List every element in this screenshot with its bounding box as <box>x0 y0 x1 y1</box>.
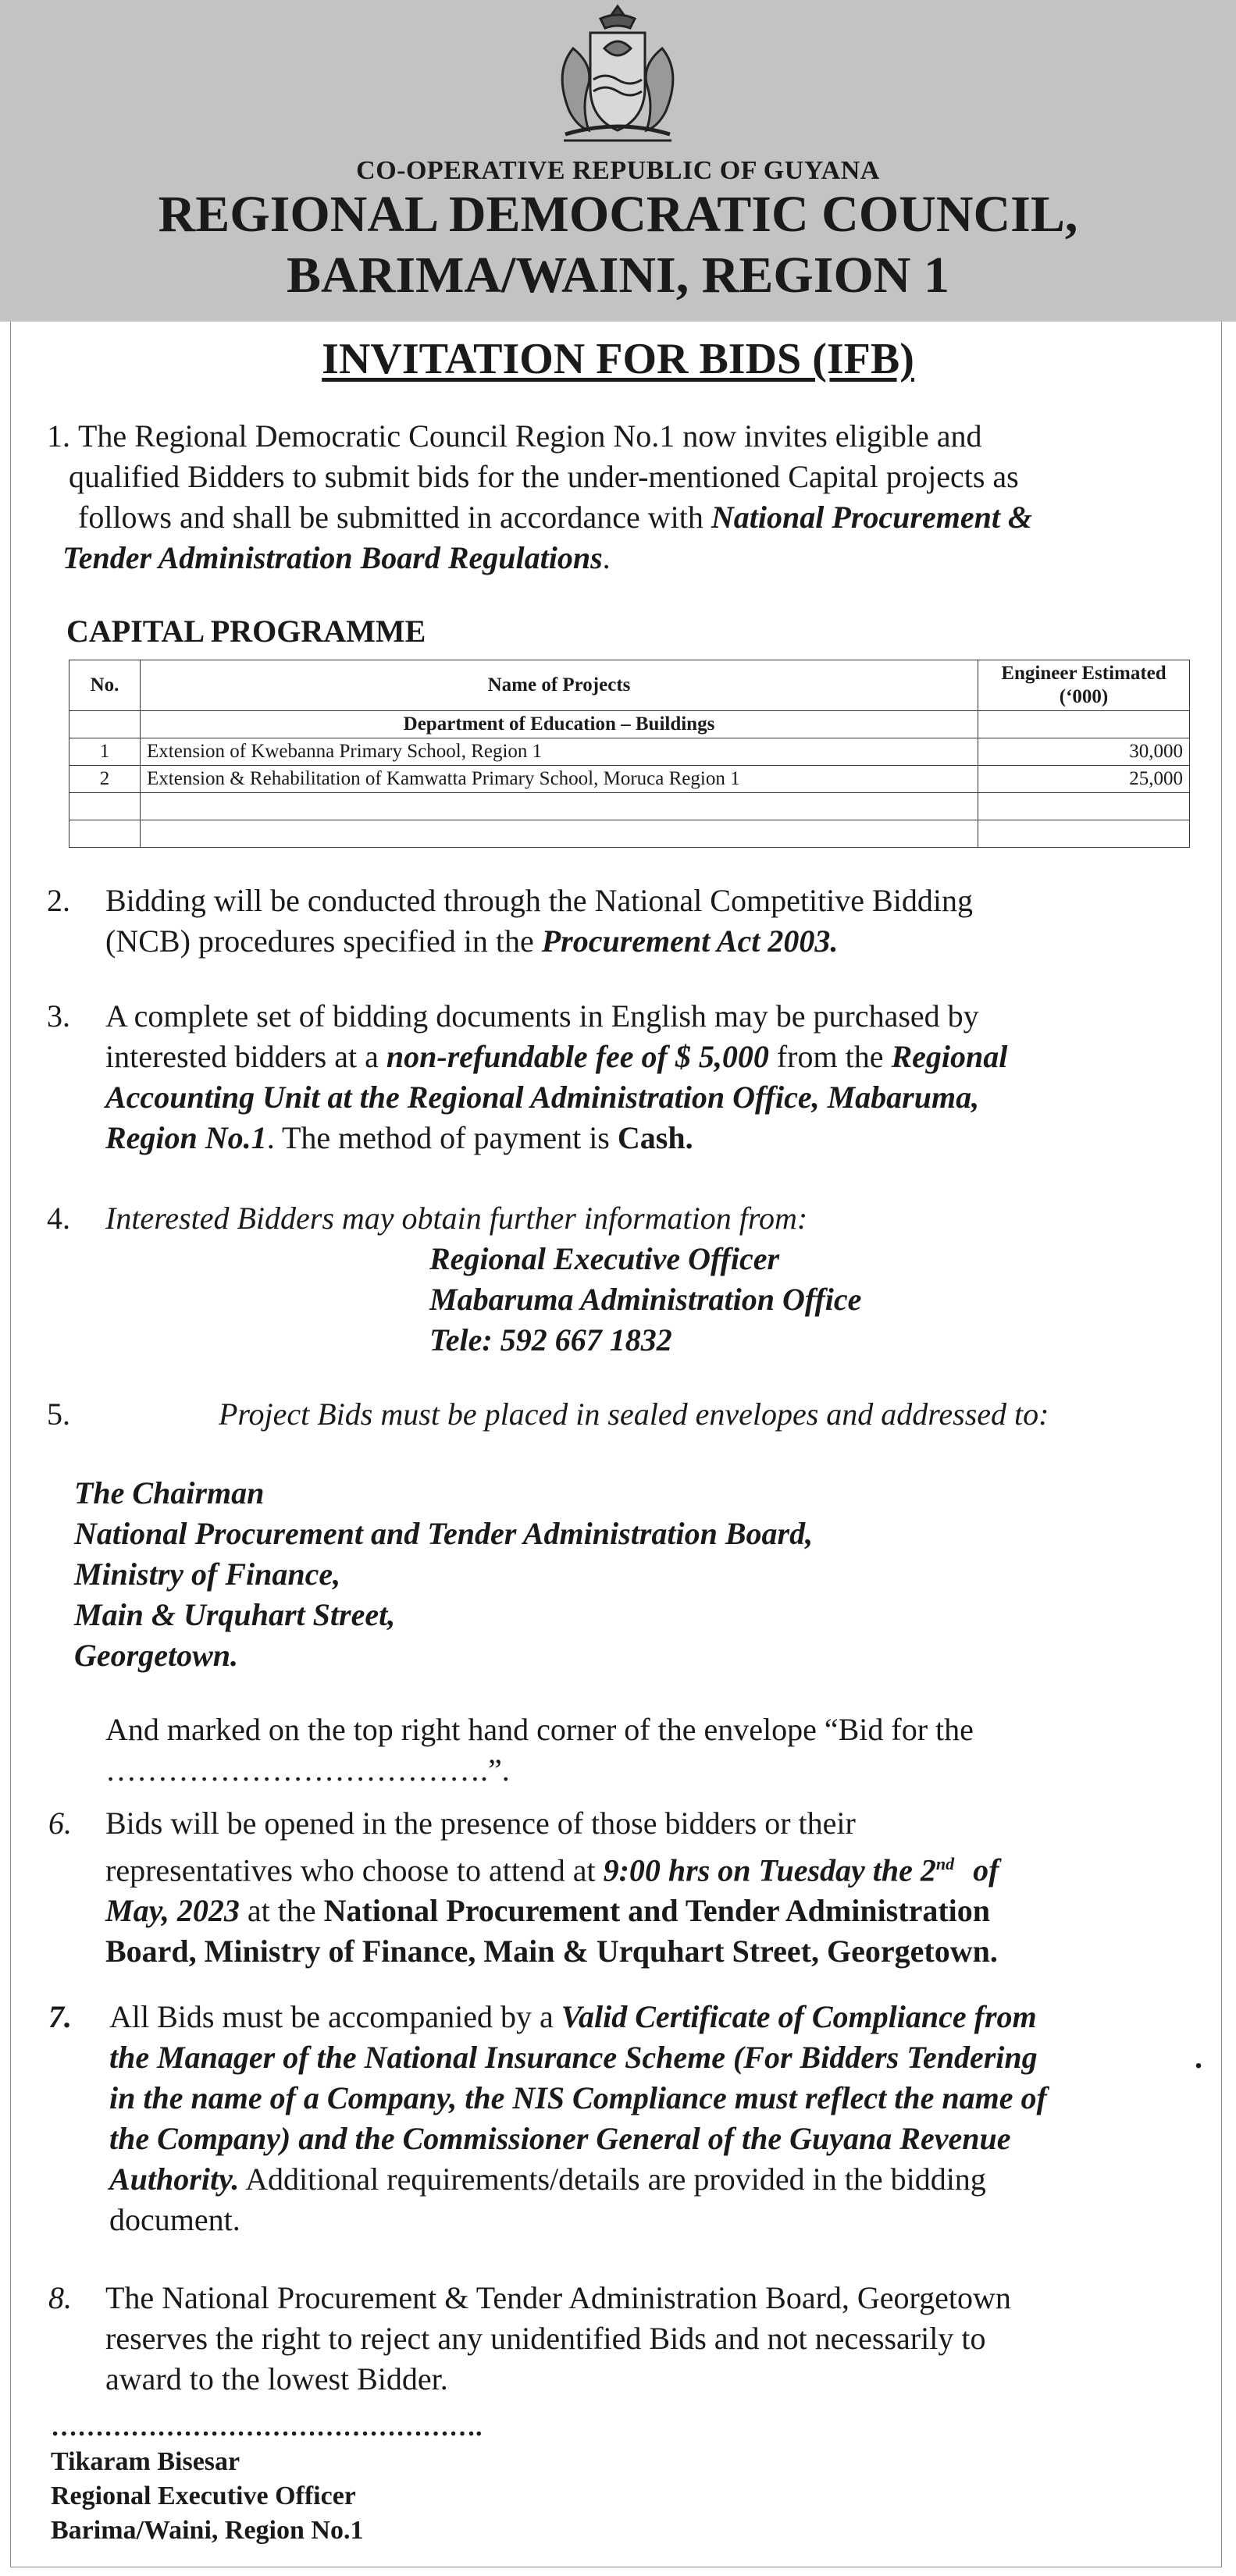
signatory-region: Barima/Waini, Region No.1 <box>51 2516 364 2545</box>
payment-method: Cash. <box>617 1120 693 1155</box>
compliance-line-3: in the name of a Company, the NIS Compliance must reflect the name of <box>109 2080 1047 2115</box>
para-2 <box>105 881 1199 962</box>
country-name: CO-OPERATIVE REPUBLIC OF GUYANA <box>356 156 880 185</box>
para-4-line-1: Interested Bidders may obtain further information from: <box>105 1201 808 1236</box>
para-6-number: 6. <box>48 1806 72 1841</box>
table-empty-row <box>69 820 1190 848</box>
para-7-line-6: document. <box>109 2202 240 2237</box>
address-line-2: National Procurement and Tender Administration Board, <box>74 1516 814 1551</box>
para-8-line-1: The National Procurement & Tender Administration Board, Georgetown <box>105 2280 1011 2315</box>
para-1 <box>62 416 1202 578</box>
para-1-line-2: qualified Bidders to submit bids for the under-mentioned Capital projects as <box>69 459 1019 494</box>
envelope-marking <box>105 1710 1199 1791</box>
para-6 <box>105 1803 1199 1972</box>
para-1-number: 1. <box>47 418 70 454</box>
accounting-unit-ref: Regional <box>891 1039 1008 1074</box>
para-1-line-3: follows and shall be submitted in accordance with <box>78 500 711 535</box>
compliance-requirement: Valid Certificate of Compliance from <box>561 1999 1037 2034</box>
row-no: 1 <box>69 738 141 766</box>
para-6-text: representatives who choose to attend at <box>105 1852 604 1888</box>
ordinal-suffix: nd <box>935 1854 955 1873</box>
row-estimate: 25,000 <box>978 766 1190 793</box>
department-label: Department of Education – Buildings <box>141 711 978 738</box>
bid-address <box>74 1473 813 1676</box>
para-5-number: 5. <box>47 1397 70 1432</box>
para-1-end: . <box>602 540 611 575</box>
para-2-line-1: Bidding will be conducted through the National Competitive Bidding <box>105 883 973 918</box>
compliance-line-4: the Company) and the Commissioner General of the Guyana Revenue <box>109 2121 1011 2156</box>
header-estimate: Engineer Estimated (‘000) <box>978 660 1190 711</box>
capital-programme-heading: CAPITAL PROGRAMME <box>66 614 426 649</box>
address-line-1: The Chairman <box>74 1475 265 1510</box>
signature-block <box>51 2411 483 2548</box>
council-name <box>0 184 1236 306</box>
ntab-regulations-ref-1: National Procurement & <box>711 500 1033 535</box>
procurement-act-ref: Procurement Act 2003. <box>541 923 839 959</box>
para-7-number: 7. <box>48 1999 72 2034</box>
para-5-line-1: Project Bids must be placed in sealed envelopes and addressed to: <box>219 1397 1049 1432</box>
para-6-line-1: Bids will be opened in the presence of those bidders or their <box>105 1806 856 1841</box>
para-3-number: 3. <box>47 998 70 1034</box>
para-7-text: All Bids must be accompanied by a <box>109 1999 561 2034</box>
header-no: No. <box>69 660 141 711</box>
signature-line: …………………………………………. <box>51 2413 483 2442</box>
table-row <box>69 738 1190 766</box>
row-estimate: 30,000 <box>978 738 1190 766</box>
address-line-5: Georgetown. <box>74 1638 238 1673</box>
row-no: 2 <box>69 766 141 793</box>
address-line-3: Ministry of Finance, <box>74 1557 341 1592</box>
ntab-regulations-ref-2: Tender Administration Board Regulations <box>62 540 603 575</box>
header-project-name: Name of Projects <box>141 660 978 711</box>
para-6-text: at the <box>239 1893 324 1929</box>
para-3-text: interested bidders at a <box>105 1039 386 1074</box>
table-header-row <box>69 660 1190 711</box>
para-3-text: . The method of payment is <box>266 1120 618 1155</box>
para-8 <box>105 2278 1199 2400</box>
bid-fee: non-refundable fee of $ 5,000 <box>386 1039 769 1074</box>
department-row <box>69 711 1190 738</box>
address-line-4: Main & Urquhart Street, <box>74 1597 396 1632</box>
compliance-line-2: the Manager of the National Insurance Scheme (For Bidders Tendering <box>109 2040 1038 2075</box>
guyana-coat-of-arms-icon <box>542 2 693 150</box>
opening-time: 9:00 hrs on Tuesday the 2 <box>603 1852 936 1888</box>
council-line-1: REGIONAL DEMOCRATIC COUNCIL, <box>158 186 1078 243</box>
para-3-line-1: A complete set of bidding documents in English may be purchased by <box>105 998 979 1034</box>
opening-of: of <box>973 1852 999 1888</box>
para-8-number: 8. <box>48 2280 72 2315</box>
para-4 <box>105 1198 1199 1361</box>
table-row <box>69 766 1190 793</box>
signatory-name: Tikaram Bisesar <box>51 2447 240 2476</box>
contact-title: Regional Executive Officer <box>429 1241 780 1276</box>
opening-venue-address: Board, Ministry of Finance, Main & Urquhart Street, Georgetown. <box>105 1934 998 1969</box>
para-2-number: 2. <box>47 883 70 918</box>
table-empty-row <box>69 793 1190 820</box>
envelope-marking-line-1: And marked on the top right hand corner of the envelope “Bid for the <box>105 1712 974 1747</box>
compliance-line-5: Authority. <box>109 2161 240 2197</box>
council-line-2: BARIMA/WAINI, REGION 1 <box>287 247 949 304</box>
para-3-text: from the <box>768 1039 892 1074</box>
opening-date: May, 2023 <box>105 1893 240 1929</box>
para-8-line-3: award to the lowest Bidder. <box>105 2361 448 2396</box>
para-4-number: 4. <box>47 1201 70 1236</box>
envelope-marking-line-2: ……………………………….”. <box>105 1752 510 1788</box>
row-project-name: Extension of Kwebanna Primary School, Region 1 <box>141 738 978 766</box>
para-7-text: Additional requirements/details are provided in the bidding <box>239 2161 986 2197</box>
opening-venue: National Procurement and Tender Administration <box>323 1893 990 1929</box>
header-band <box>0 0 1236 322</box>
para-1-line-1: The Regional Democratic Council Region No.1 now invites eligible and <box>78 418 982 454</box>
para-2-line-2: (NCB) procedures specified in the <box>105 923 542 959</box>
contact-phone: Tele: 592 667 1832 <box>429 1322 672 1357</box>
region-ref: Region No.1 <box>105 1120 267 1155</box>
accounting-unit-location: Accounting Unit at the Regional Administration Office, Mabaruma, <box>105 1080 980 1115</box>
para-7 <box>109 1997 1218 2240</box>
para-3 <box>105 996 1199 1158</box>
contact-office: Mabaruma Administration Office <box>429 1282 862 1317</box>
signatory-title: Regional Executive Officer <box>51 2482 356 2510</box>
para-8-line-2: reserves the right to reject any unidentified Bids and not necessarily to <box>105 2321 986 2356</box>
row-project-name: Extension & Rehabilitation of Kamwatta Primary School, Moruca Region 1 <box>141 766 978 793</box>
notice-title: INVITATION FOR BIDS (IFB) <box>322 335 914 383</box>
stray-dot: . <box>1195 2040 1202 2075</box>
projects-table <box>69 660 1190 848</box>
